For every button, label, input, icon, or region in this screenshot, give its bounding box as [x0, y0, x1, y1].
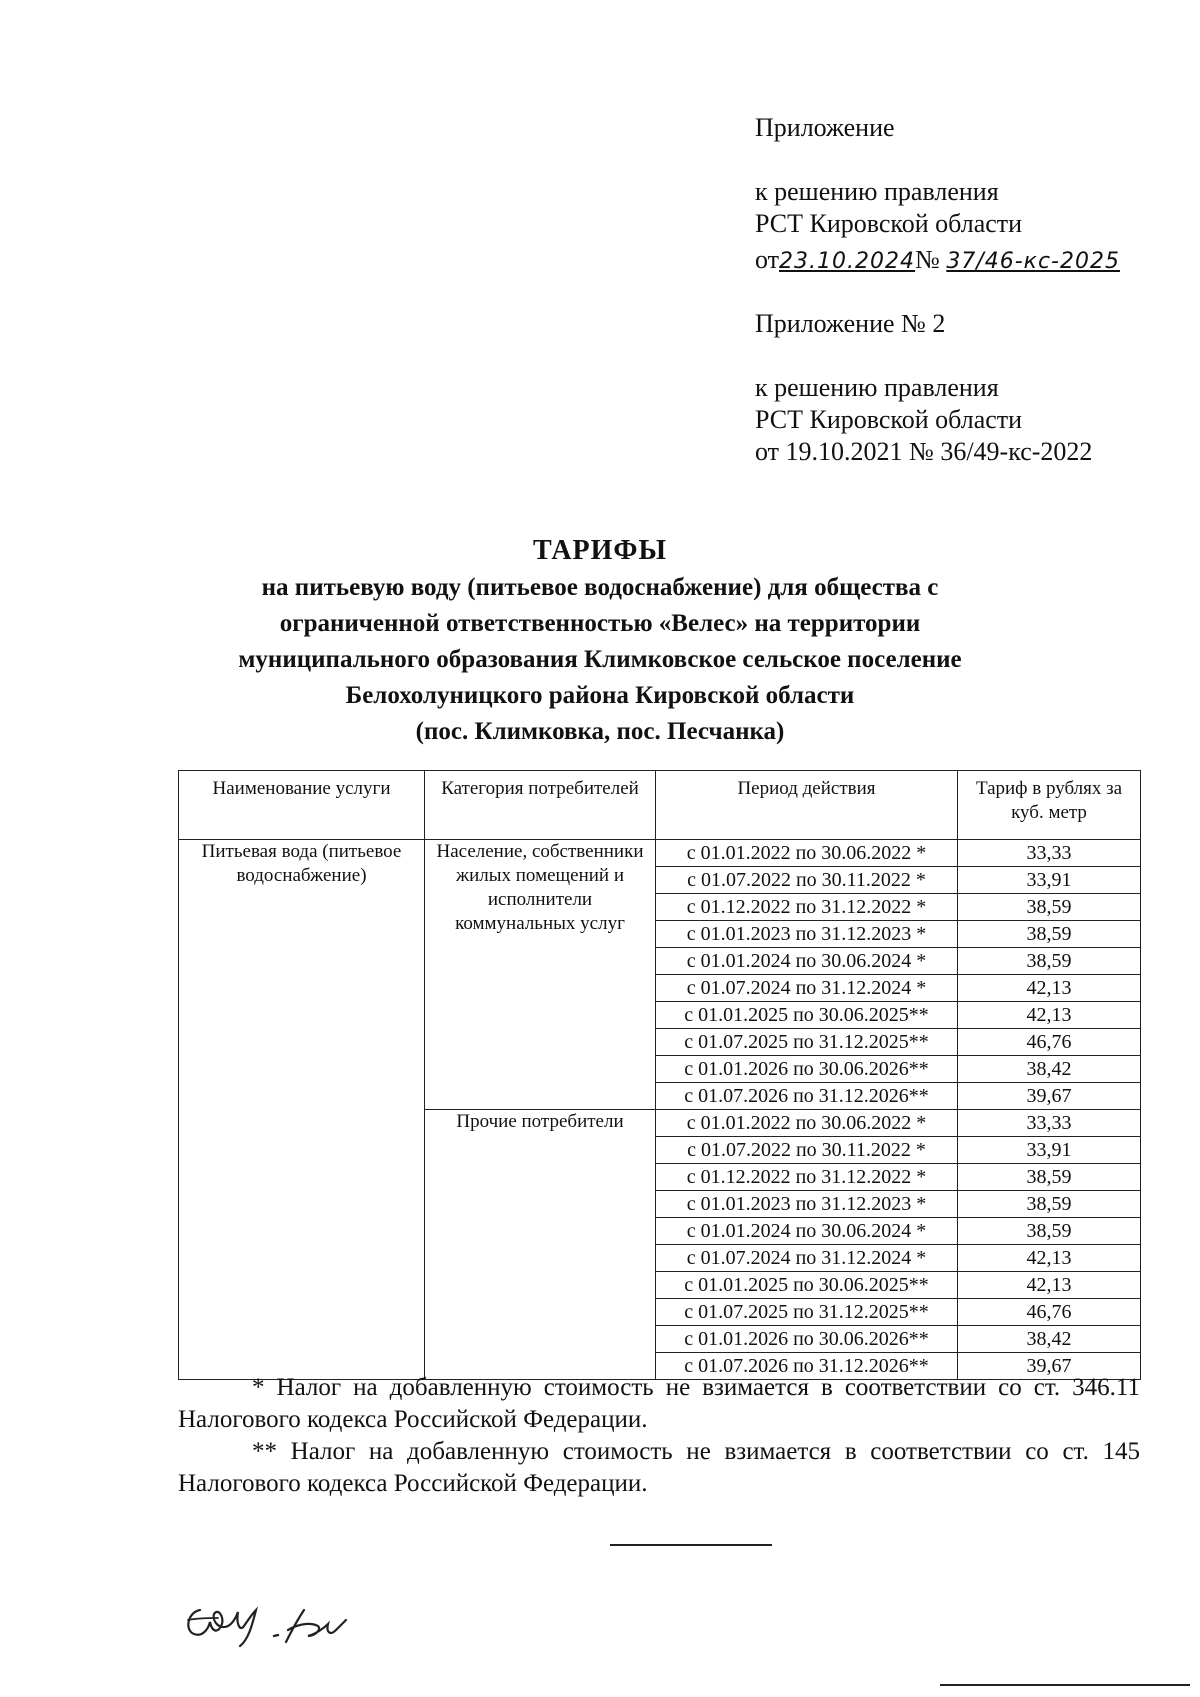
tariff-cell: 46,76 — [958, 1029, 1141, 1056]
category-cell: Прочие потребители — [425, 1110, 656, 1380]
period-cell: с 01.01.2025 по 30.06.2025** — [656, 1272, 958, 1299]
period-cell: с 01.01.2023 по 31.12.2023 * — [656, 921, 958, 948]
table-row — [179, 840, 1141, 867]
tariff-cell: 38,42 — [958, 1326, 1141, 1353]
tariff-cell: 42,13 — [958, 1272, 1141, 1299]
period-cell: с 01.01.2024 по 30.06.2024 * — [656, 1218, 958, 1245]
document-title: ТАРИФЫ — [533, 535, 667, 566]
tariff-table — [178, 770, 1141, 1380]
from-prefix: от — [755, 245, 780, 274]
period-cell: с 01.01.2022 по 30.06.2022 * — [656, 840, 958, 867]
decision-ref-handwritten — [755, 244, 1120, 278]
tariff-cell: 42,13 — [958, 1002, 1141, 1029]
tariff-cell: 33,91 — [958, 867, 1141, 894]
decision2-label: к решению правления — [755, 373, 999, 402]
decision-label: к решению правления — [755, 177, 999, 206]
period-cell: с 01.01.2022 по 30.06.2022 * — [656, 1110, 958, 1137]
period-cell: с 01.01.2026 по 30.06.2026** — [656, 1326, 958, 1353]
period-cell: с 01.01.2025 по 30.06.2025** — [656, 1002, 958, 1029]
subtitle-line: ограниченной ответственностью «Велес» на территории — [279, 610, 921, 637]
separator-line — [610, 1544, 772, 1546]
decision2-ref: от 19.10.2021 № 36/49-кс-2022 — [755, 437, 1093, 466]
header-category: Категория потребителей — [425, 771, 656, 840]
appendix-label: Приложение — [755, 113, 895, 142]
appendix2-label: Приложение № 2 — [755, 309, 946, 338]
subtitle-line: муниципального образования Климковское сельское поселение — [238, 646, 962, 673]
tariff-cell: 33,91 — [958, 1137, 1141, 1164]
tariff-cell: 39,67 — [958, 1083, 1141, 1110]
period-cell: с 01.01.2023 по 31.12.2023 * — [656, 1191, 958, 1218]
tariff-cell: 42,13 — [958, 975, 1141, 1002]
tariff-cell: 38,59 — [958, 894, 1141, 921]
tariff-cell: 38,42 — [958, 1056, 1141, 1083]
subtitle-line: Белохолуницкого района Кировской области — [345, 682, 855, 709]
period-cell: с 01.01.2024 по 30.06.2024 * — [656, 948, 958, 975]
period-cell: с 01.01.2026 по 30.06.2026** — [656, 1056, 958, 1083]
tariff-cell: 46,76 — [958, 1299, 1141, 1326]
period-cell: с 01.07.2022 по 30.11.2022 * — [656, 1137, 958, 1164]
category-cell: Население, собственники жилых помещений и исполнители коммунальных услуг — [425, 840, 656, 1110]
tariff-cell: 38,59 — [958, 948, 1141, 975]
period-cell: с 01.07.2026 по 31.12.2026** — [656, 1083, 958, 1110]
period-cell: с 01.07.2026 по 31.12.2026** — [656, 1353, 958, 1380]
subtitle-line: на питьевую воду (питьевое водоснабжение) для общества с — [261, 574, 939, 601]
handwritten-number: 37/46-кс-2025 — [946, 249, 1120, 274]
header-service: Наименование услуги — [179, 771, 425, 840]
subtitle-line: (пос. Климковка, пос. Песчанка) — [415, 718, 785, 745]
service-cell: Питьевая вода (питьевое водоснабжение) — [179, 840, 425, 1380]
tariff-cell: 38,59 — [958, 1218, 1141, 1245]
header-tariff: Тариф в рублях за куб. метр — [958, 771, 1141, 840]
footnotes — [178, 1372, 1140, 1500]
tariff-cell: 33,33 — [958, 1110, 1141, 1137]
tariff-cell: 38,59 — [958, 1164, 1141, 1191]
document-subtitle — [0, 570, 1200, 750]
handwritten-date: 23.10.2024 — [779, 249, 915, 274]
table-header-row — [179, 771, 1141, 840]
authority2-label: РСТ Кировской области — [755, 405, 1023, 434]
footnote-vat-34611: * Налог на добавленную стоимость не взимается в соответствии со ст. 346.11 Налогового кодекса Российской Федерации. — [178, 1374, 1140, 1433]
tariff-cell: 42,13 — [958, 1245, 1141, 1272]
period-cell: с 01.07.2025 по 31.12.2025** — [656, 1299, 958, 1326]
period-cell: с 01.07.2024 по 31.12.2024 * — [656, 975, 958, 1002]
number-sign: № — [915, 245, 940, 274]
bottom-rule — [940, 1684, 1190, 1686]
period-cell: с 01.12.2022 по 31.12.2022 * — [656, 894, 958, 921]
period-cell: с 01.12.2022 по 31.12.2022 * — [656, 1164, 958, 1191]
tariff-cell: 38,59 — [958, 921, 1141, 948]
authority-label: РСТ Кировской области — [755, 209, 1023, 238]
footnote-vat-145: ** Налог на добавленную стоимость не взимается в соответствии со ст. 145 Налогового кодекса Российской Федерации. — [178, 1438, 1140, 1497]
period-cell: с 01.07.2022 по 30.11.2022 * — [656, 867, 958, 894]
period-cell: с 01.07.2025 по 31.12.2025** — [656, 1029, 958, 1056]
signature-icon — [178, 1596, 438, 1652]
period-cell: с 01.07.2024 по 31.12.2024 * — [656, 1245, 958, 1272]
tariff-cell: 39,67 — [958, 1353, 1141, 1380]
tariff-cell: 33,33 — [958, 840, 1141, 867]
tariff-cell: 38,59 — [958, 1191, 1141, 1218]
header-period: Период действия — [656, 771, 958, 840]
